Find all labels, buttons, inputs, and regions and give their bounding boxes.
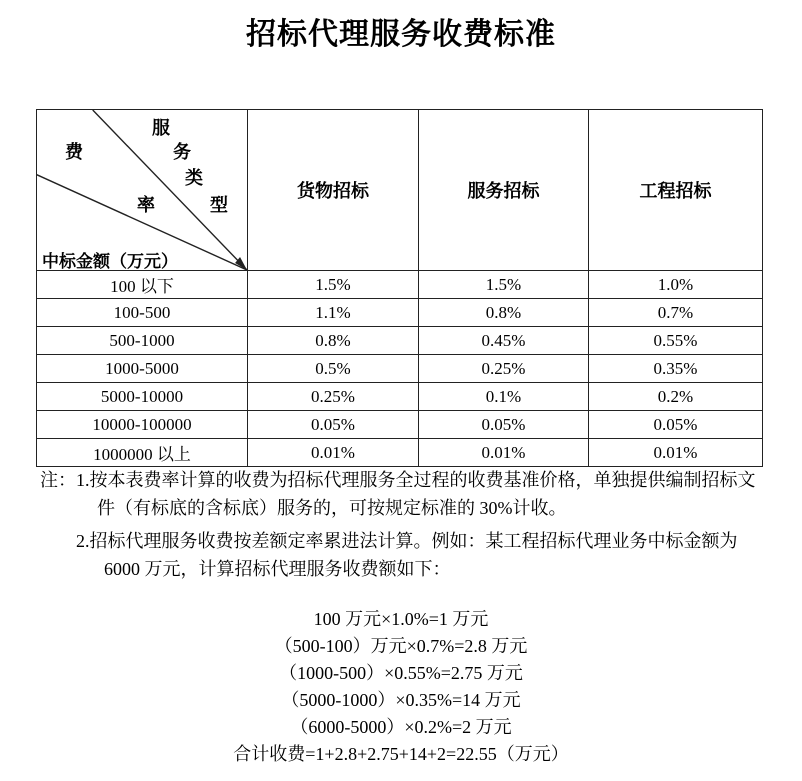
corner-box: [37, 110, 247, 270]
rate-cell: 0.05%: [248, 411, 419, 439]
calculation-line: （5000-1000）×0.35%=14 万元: [281, 690, 521, 710]
note-line: [0, 468, 802, 496]
axis-label-fee-char: 率: [137, 195, 155, 215]
note-text: 6000 万元，计算招标代理服务收费额如下：: [104, 559, 451, 579]
rate-cell: 0.01%: [248, 439, 419, 467]
rate-cell: 0.25%: [419, 355, 589, 383]
calculation-section: [0, 606, 802, 768]
note-line: [0, 557, 802, 585]
note-line: [0, 529, 802, 557]
calculation-line: （6000-5000）×0.2%=2 万元: [290, 717, 512, 737]
calculation-line: （1000-500）×0.55%=2.75 万元: [279, 663, 523, 683]
amount-range-cell: 1000-5000: [37, 355, 248, 383]
amount-range-cell: 10000-100000: [37, 411, 248, 439]
note-number: 1.: [76, 470, 90, 490]
rate-cell: 0.55%: [589, 327, 763, 355]
rate-cell: 0.45%: [419, 327, 589, 355]
note-line: [0, 496, 802, 524]
fee-rate-table: [36, 109, 763, 467]
amount-range-cell: 100 以下: [37, 271, 248, 299]
axis-label-fee-char: 费: [65, 142, 83, 162]
table-row: [37, 439, 763, 467]
notes-label: 注：: [40, 470, 76, 490]
rate-cell: 1.5%: [419, 271, 589, 299]
table-row: [37, 355, 763, 383]
rate-cell: 0.05%: [589, 411, 763, 439]
calculation-line: 100 万元×1.0%=1 万元: [313, 609, 489, 629]
rate-cell: 0.8%: [248, 327, 419, 355]
table-row: [37, 383, 763, 411]
amount-range-cell: 1000000 以上: [37, 439, 248, 467]
axis-label-service-char: 务: [173, 142, 191, 162]
rate-cell: 0.7%: [589, 299, 763, 327]
axis-label-service-char: 类: [185, 168, 203, 188]
rate-cell: 0.05%: [419, 411, 589, 439]
amount-range-cell: 100-500: [37, 299, 248, 327]
rate-cell: 0.5%: [248, 355, 419, 383]
axis-label-service-char: 型: [210, 195, 228, 215]
column-header-goods: 货物招标: [248, 110, 419, 271]
note-text: 件（有标底的含标底）服务的，可按规定标准的 30%计收。: [97, 498, 567, 518]
rate-cell: 0.25%: [248, 383, 419, 411]
table-row: [37, 299, 763, 327]
table-header-row: [37, 110, 763, 271]
table-row: [37, 411, 763, 439]
rate-cell: 0.1%: [419, 383, 589, 411]
rate-cell: 0.01%: [589, 439, 763, 467]
table-corner-cell: [37, 110, 248, 271]
note-text: 按本表费率计算的收费为招标代理服务全过程的收费基准价格，单独提供编制招标文: [89, 470, 756, 490]
rate-cell: 0.8%: [419, 299, 589, 327]
table-row: [37, 327, 763, 355]
axis-label-service-char: 服: [152, 118, 170, 138]
note-text: 招标代理服务收费按差额定率累进法计算。例如：某工程招标代理业务中标金额为: [89, 531, 738, 551]
diagonal-divider-lines: [37, 110, 247, 270]
rate-cell: 1.1%: [248, 299, 419, 327]
amount-range-cell: 5000-10000: [37, 383, 248, 411]
row-axis-label: 中标金额（万元）: [42, 252, 178, 270]
rate-cell: 0.2%: [589, 383, 763, 411]
column-header-service: 服务招标: [419, 110, 589, 271]
calculation-line: 合计收费=1+2.8+2.75+14+2=22.55（万元）: [233, 744, 569, 764]
notes-section: [0, 468, 802, 585]
table-row: [37, 271, 763, 299]
column-header-engineering: 工程招标: [589, 110, 763, 271]
rate-cell: 0.01%: [419, 439, 589, 467]
note-number: 2.: [76, 531, 90, 551]
amount-range-cell: 500-1000: [37, 327, 248, 355]
rate-cell: 1.5%: [248, 271, 419, 299]
rate-cell: 0.35%: [589, 355, 763, 383]
calculation-line: （500-100）万元×0.7%=2.8 万元: [274, 636, 528, 656]
rate-cell: 1.0%: [589, 271, 763, 299]
page-title: 招标代理服务收费标准: [246, 18, 556, 51]
